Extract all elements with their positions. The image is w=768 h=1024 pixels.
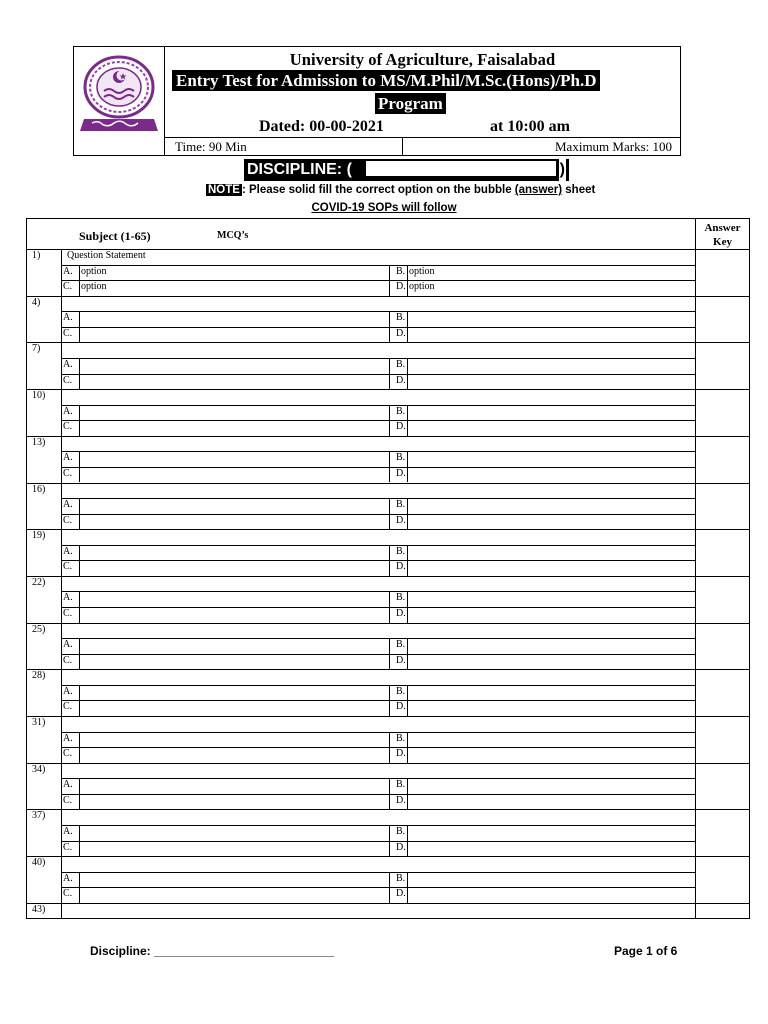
question-statement: Question Statement: [67, 250, 146, 261]
option-label-rule: [407, 358, 408, 389]
question-rule: [27, 436, 749, 437]
option-label-rule: [407, 311, 408, 342]
option-label-c: C.: [63, 608, 73, 620]
option-label-d: D.: [396, 701, 406, 713]
option-label-d: D.: [396, 327, 406, 339]
option-rule: [61, 265, 695, 266]
option-text-c: option: [81, 281, 107, 293]
option-rule: [61, 700, 695, 701]
option-text-d: option: [409, 281, 435, 293]
option-label-rule: [79, 685, 80, 716]
option-label-c: C.: [63, 841, 73, 853]
note-tag: NOTE: [208, 184, 240, 196]
question-rule: [27, 296, 749, 297]
option-label-rule: [407, 825, 408, 856]
option-label-c: C.: [63, 514, 73, 526]
option-rule: [61, 451, 695, 452]
question-number: 13): [32, 436, 46, 448]
option-mid-rule: [389, 732, 390, 763]
option-label-rule: [79, 825, 80, 856]
question-number: 37): [32, 810, 46, 822]
note-text-end: sheet: [562, 184, 596, 196]
option-rule: [61, 841, 695, 842]
info-row: [165, 137, 680, 156]
option-label-rule: [407, 591, 408, 622]
option-label-b: B.: [396, 265, 406, 277]
question-number: 10): [32, 390, 46, 402]
option-label-rule: [407, 732, 408, 763]
option-label-c: C.: [63, 748, 73, 760]
option-label-rule: [79, 498, 80, 529]
option-label-b: B.: [396, 732, 406, 744]
option-label-a: A.: [63, 685, 73, 697]
mcq-table: [26, 218, 750, 919]
option-label-rule: [79, 311, 80, 342]
option-label-rule: [407, 872, 408, 903]
question-rule: [27, 483, 749, 484]
option-label-c: C.: [63, 327, 73, 339]
question-number: 7): [32, 343, 41, 355]
option-label-d: D.: [396, 654, 406, 666]
option-label-rule: [79, 638, 80, 669]
option-label-a: A.: [63, 639, 73, 651]
option-label-c: C.: [63, 654, 73, 666]
option-rule: [61, 545, 695, 546]
option-rule: [61, 794, 695, 795]
option-label-c: C.: [63, 561, 73, 573]
option-label-c: C.: [63, 281, 73, 293]
option-text-b: option: [409, 265, 435, 277]
option-rule: [61, 498, 695, 499]
option-mid-rule: [389, 872, 390, 903]
option-label-rule: [407, 545, 408, 576]
option-text-a: option: [81, 265, 107, 277]
option-label-a: A.: [63, 452, 73, 464]
question-number: 4): [32, 296, 41, 308]
option-rule: [61, 732, 695, 733]
option-mid-rule: [389, 545, 390, 576]
page-number: Page 1 of 6: [614, 944, 678, 958]
option-mid-rule: [389, 498, 390, 529]
option-label-a: A.: [63, 545, 73, 557]
option-mid-rule: [389, 685, 390, 716]
option-label-d: D.: [396, 608, 406, 620]
option-rule: [61, 654, 695, 655]
subject-heading: Subject (1-65): [79, 229, 151, 243]
option-mid-rule: [389, 358, 390, 389]
option-rule: [61, 311, 695, 312]
question-rule: [27, 623, 749, 624]
question-number: 16): [32, 483, 46, 495]
option-rule: [61, 374, 695, 375]
option-mid-rule: [389, 405, 390, 436]
exam-time: at 10:00 am: [490, 118, 570, 135]
option-rule: [61, 747, 695, 748]
option-label-rule: [407, 405, 408, 436]
option-rule: [61, 405, 695, 406]
option-label-rule: [79, 358, 80, 389]
option-label-rule: [407, 685, 408, 716]
option-label-rule: [407, 265, 408, 296]
question-rule: [27, 342, 749, 343]
option-label-rule: [79, 591, 80, 622]
discipline-blank[interactable]: [366, 161, 556, 176]
discipline-label: DISCIPLINE: (: [247, 161, 352, 178]
question-rule: [27, 763, 749, 764]
option-label-c: C.: [63, 701, 73, 713]
option-label-rule: [407, 638, 408, 669]
option-label-rule: [79, 732, 80, 763]
option-mid-rule: [389, 591, 390, 622]
question-number: 31): [32, 717, 46, 728]
mcqs-heading: MCQ’s: [217, 230, 249, 241]
option-rule: [61, 887, 695, 888]
answer-column-rule: [695, 219, 696, 918]
option-rule: [61, 825, 695, 826]
option-label-a: A.: [63, 592, 73, 604]
option-rule: [61, 560, 695, 561]
option-label-c: C.: [63, 374, 73, 386]
note-line: [206, 184, 595, 196]
option-label-a: A.: [63, 358, 73, 370]
question-number: 40): [32, 857, 46, 869]
option-label-d: D.: [396, 467, 406, 479]
option-rule: [61, 591, 695, 592]
option-mid-rule: [389, 638, 390, 669]
program-title: Program: [375, 93, 446, 114]
university-logo: [74, 47, 164, 155]
option-rule: [61, 778, 695, 779]
option-label-a: A.: [63, 312, 73, 324]
option-label-d: D.: [396, 561, 406, 573]
option-rule: [61, 685, 695, 686]
option-label-rule: [407, 778, 408, 809]
option-label-b: B.: [396, 872, 406, 884]
question-number: 25): [32, 623, 46, 635]
question-rule: [27, 809, 749, 810]
option-mid-rule: [389, 825, 390, 856]
exam-date: Dated: 00-00-2021: [259, 118, 384, 135]
university-name: University of Agriculture, Faisalabad: [289, 50, 556, 69]
option-label-b: B.: [396, 405, 406, 417]
option-rule: [61, 327, 695, 328]
option-label-c: C.: [63, 421, 73, 433]
option-label-c: C.: [63, 467, 73, 479]
option-rule: [61, 467, 695, 468]
option-label-d: D.: [396, 421, 406, 433]
question-number: 43): [32, 903, 46, 915]
info-divider: [402, 138, 403, 156]
option-rule: [61, 872, 695, 873]
option-label-a: A.: [63, 405, 73, 417]
option-label-b: B.: [396, 499, 406, 511]
option-label-rule: [79, 451, 80, 482]
note-answer: (answer): [514, 184, 563, 196]
question-number: 1): [32, 250, 41, 261]
option-label-d: D.: [396, 888, 406, 900]
title-cell: [165, 47, 680, 137]
option-label-a: A.: [63, 499, 73, 511]
question-rule: [27, 716, 749, 717]
option-label-c: C.: [63, 888, 73, 900]
option-rule: [61, 420, 695, 421]
option-rule: [61, 358, 695, 359]
footer-discipline: Discipline: ___________________________: [90, 944, 335, 958]
option-label-rule: [79, 778, 80, 809]
option-mid-rule: [389, 778, 390, 809]
option-label-b: B.: [396, 358, 406, 370]
option-label-rule: [79, 872, 80, 903]
option-label-b: B.: [396, 825, 406, 837]
covid-notice: COVID-19 SOPs will follow: [311, 202, 457, 214]
option-label-d: D.: [396, 794, 406, 806]
option-label-a: A.: [63, 265, 73, 277]
question-rule: [27, 856, 749, 857]
option-label-b: B.: [396, 312, 406, 324]
option-label-a: A.: [63, 732, 73, 744]
question-rule: [27, 389, 749, 390]
option-label-b: B.: [396, 592, 406, 604]
number-column-rule: [61, 249, 62, 918]
option-label-rule: [79, 405, 80, 436]
option-label-d: D.: [396, 514, 406, 526]
question-rule: [27, 529, 749, 530]
option-label-a: A.: [63, 825, 73, 837]
option-label-b: B.: [396, 452, 406, 464]
option-label-b: B.: [396, 685, 406, 697]
discipline-banner: [244, 159, 569, 181]
option-rule: [61, 280, 695, 281]
option-mid-rule: [389, 451, 390, 482]
question-rule: [27, 576, 749, 577]
question-number: 34): [32, 763, 46, 775]
note-text: : Please solid fill the correct option on the bubble: [241, 184, 515, 196]
question-number: 28): [32, 670, 46, 682]
option-label-rule: [407, 498, 408, 529]
option-label-d: D.: [396, 748, 406, 760]
option-label-d: D.: [396, 374, 406, 386]
question-number: 22): [32, 576, 46, 588]
option-rule: [61, 514, 695, 515]
question-rule: [27, 669, 749, 670]
option-label-d: D.: [396, 841, 406, 853]
option-label-rule: [79, 265, 80, 296]
option-label-rule: [407, 451, 408, 482]
option-rule: [61, 607, 695, 608]
option-label-a: A.: [63, 779, 73, 791]
maximum-marks: Maximum Marks: 100: [555, 139, 672, 154]
option-label-c: C.: [63, 794, 73, 806]
option-mid-rule: [389, 265, 390, 296]
option-label-rule: [79, 545, 80, 576]
option-label-b: B.: [396, 639, 406, 651]
answer-key-heading: Answer Key: [704, 222, 741, 248]
entry-test-title: Entry Test for Admission to MS/M.Phil/M.Sc.(Hons)/Ph.D: [172, 70, 600, 91]
logo-cell: [74, 47, 165, 155]
discipline-close: ): [559, 159, 566, 181]
option-label-d: D.: [396, 281, 406, 293]
option-label-b: B.: [396, 779, 406, 791]
question-number: 19): [32, 530, 46, 542]
question-rule: [27, 903, 749, 904]
option-rule: [61, 638, 695, 639]
header-box: [73, 46, 681, 156]
option-mid-rule: [389, 311, 390, 342]
option-label-b: B.: [396, 545, 406, 557]
option-label-a: A.: [63, 872, 73, 884]
time-allowed: Time: 90 Min: [175, 139, 247, 154]
